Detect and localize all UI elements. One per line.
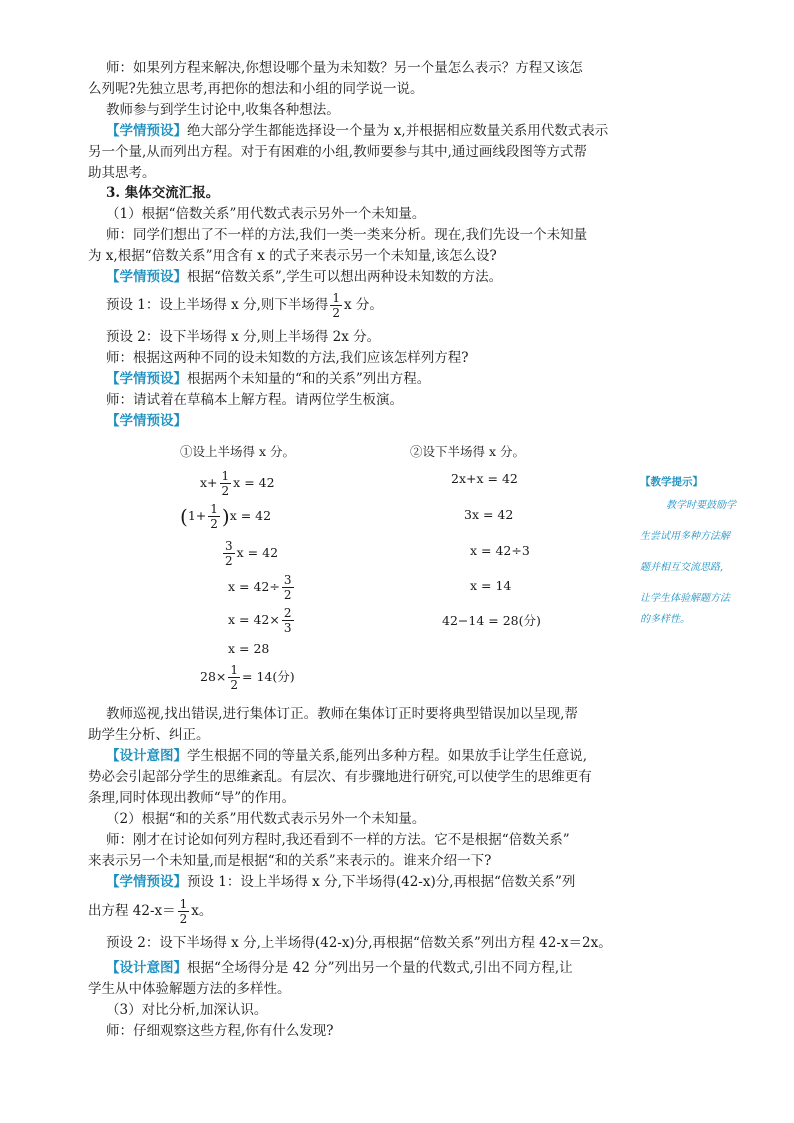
solution-a-step-1: x+ $\frac{1}{2}$ x = 42 bbox=[200, 469, 275, 498]
solution-b-step-2: 3x = 42 bbox=[464, 507, 514, 522]
side-note-line: 生尝试用多种方法解 bbox=[640, 531, 730, 542]
sub-heading: （1）根据“倍数关系”用代数式表示另外一个未知量。 bbox=[106, 206, 426, 222]
solution-b-step-4: x = 14 bbox=[470, 578, 512, 593]
preset-1-line: 预设 1：设上半场得 x 分,则下半场得 $\frac{1}{2}$ x 分。 bbox=[106, 291, 383, 320]
label-sheji-yitu: 【设计意图】 bbox=[106, 748, 187, 764]
paragraph-line: 么列呢?先独立思考,再把你的想法和小组的同学说一说。 bbox=[88, 81, 424, 97]
solution-a-step-2: (1+ $\frac{1}{2}$ )x = 42 bbox=[180, 502, 272, 531]
label-xueqing-yushe: 【学情预设】 bbox=[106, 413, 187, 429]
paragraph-line: 教师参与到学生讨论中,收集各种想法。 bbox=[106, 102, 340, 118]
solution-a-step-7: 28× $\frac{1}{2}$ = 14(分) bbox=[200, 663, 295, 692]
paragraph-line: 师：根据这两种不同的设未知数的方法,我们应该怎样列方程? bbox=[106, 350, 469, 366]
side-note-title: 【教学提示】 bbox=[640, 476, 703, 488]
paragraph-line: 师：同学们想出了不一样的方法,我们一类一类来分析。现在,我们先设一个未知量 bbox=[106, 227, 588, 243]
paragraph-line: 师：刚才在讨论如何列方程时,我还看到不一样的方法。它不是根据“倍数关系” bbox=[106, 832, 570, 848]
paragraph-line: 【设计意图】根据“全场得分是 42 分”列出另一个量的代数式,引出不同方程,让 bbox=[106, 960, 573, 976]
fraction-one-half: $\frac{1}{2}$ bbox=[332, 291, 341, 320]
paragraph-line: 预设 2：设下半场得 x 分,上半场得(42-x)分,再根据“倍数关系”列出方程 42-x＝2x。 bbox=[106, 935, 612, 951]
fraction-one-half: $\frac{1}{2}$ bbox=[179, 897, 188, 926]
sub-heading: （3）对比分析,加深认识。 bbox=[106, 1002, 268, 1018]
paragraph-line: 助其思考。 bbox=[88, 165, 156, 181]
sub-heading: （2）根据“和的关系”用代数式表示另外一个未知量。 bbox=[106, 811, 426, 827]
paragraph-line: 师：请试着在草稿本上解方程。请两位学生板演。 bbox=[106, 392, 403, 408]
paragraph-line: 预设 2：设下半场得 x 分,则上半场得 2x 分。 bbox=[106, 329, 381, 345]
paragraph-line: 教师巡视,找出错误,进行集体订正。教师在集体订正时要将典型错误加以呈现,帮 bbox=[106, 706, 578, 722]
paragraph-line: 【学情预设】根据“倍数关系”,学生可以想出两种设未知数的方法。 bbox=[106, 269, 503, 285]
solution-b-step-3: x = 42÷3 bbox=[470, 543, 530, 558]
side-note-line: 教学时要鼓励学 bbox=[666, 500, 736, 511]
paragraph-line: 为 x,根据“倍数关系”用含有 x 的式子来表示另一个未知量,该怎么设? bbox=[88, 248, 497, 264]
paragraph-line: 学生从中体验解题方法的多样性。 bbox=[88, 981, 291, 997]
side-note-line: 的多样性。 bbox=[640, 614, 690, 625]
paragraph-line: 【学情预设】预设 1：设上半场得 x 分,下半场得(42-x)分,再根据“倍数关系”列 bbox=[106, 874, 576, 890]
paragraph-line: 出方程 42-x＝ $\frac{1}{2}$ x。 bbox=[88, 897, 213, 926]
paragraph-line: 【设计意图】学生根据不同的等量关系,能列出多种方程。如果放手让学生任意说, bbox=[106, 748, 588, 764]
paragraph-line: 条理,同时体现出教师“导”的作用。 bbox=[88, 790, 296, 806]
paragraph-line: 助学生分析、纠正。 bbox=[88, 727, 210, 743]
label-xueqing-yushe: 【学情预设】 bbox=[106, 123, 187, 139]
label-xueqing-yushe: 【学情预设】 bbox=[106, 371, 187, 387]
solution-a-step-3: $\frac{3}{2}$ x = 42 bbox=[225, 539, 279, 568]
paragraph-line: 师：如果列方程来解决,你想设哪个量为未知数？另一个量怎么表示？方程又该怎 bbox=[106, 60, 583, 76]
paragraph-line: 师：仔细观察这些方程,你有什么发现? bbox=[106, 1023, 334, 1039]
paragraph-line: 另一个量,从而列出方程。对于有困难的小组,教师要参与其中,通过画线段图等方式帮 bbox=[88, 144, 587, 160]
solution-a-step-4: x = 42÷ $\frac{3}{2}$ bbox=[228, 573, 292, 602]
side-note-line: 题并相互交流思路, bbox=[640, 562, 724, 573]
solution-a-title: ①设上半场得 x 分。 bbox=[180, 444, 295, 459]
side-note-line: 让学生体验解题方法 bbox=[640, 593, 730, 604]
solution-b-step-5: 42−14 = 28(分) bbox=[442, 613, 541, 628]
solution-a-step-6: x = 28 bbox=[228, 641, 270, 656]
label-sheji-yitu: 【设计意图】 bbox=[106, 960, 187, 976]
paragraph-line: 【学情预设】根据两个未知量的“和的关系”列出方程。 bbox=[106, 371, 431, 387]
paragraph-line: 【学情预设】绝大部分学生都能选择设一个量为 x,并根据相应数量关系用代数式表示 bbox=[106, 123, 609, 139]
label-xueqing-yushe: 【学情预设】 bbox=[106, 874, 187, 890]
label-xueqing-yushe: 【学情预设】 bbox=[106, 269, 187, 285]
paragraph-line: 来表示另一个未知量,而是根据“和的关系”来表示的。谁来介绍一下? bbox=[88, 853, 492, 869]
solution-a-step-5: x = 42× $\frac{2}{3}$ bbox=[228, 606, 292, 635]
paragraph-line: 势必会引起部分学生的思维紊乱。有层次、有步骤地进行研究,可以使学生的思维更有 bbox=[88, 769, 592, 785]
solution-b-title: ②设下半场得 x 分。 bbox=[410, 444, 525, 459]
section-heading: 3. 集体交流汇报。 bbox=[106, 185, 220, 201]
solution-b-step-1: 2x+x = 42 bbox=[451, 471, 518, 486]
